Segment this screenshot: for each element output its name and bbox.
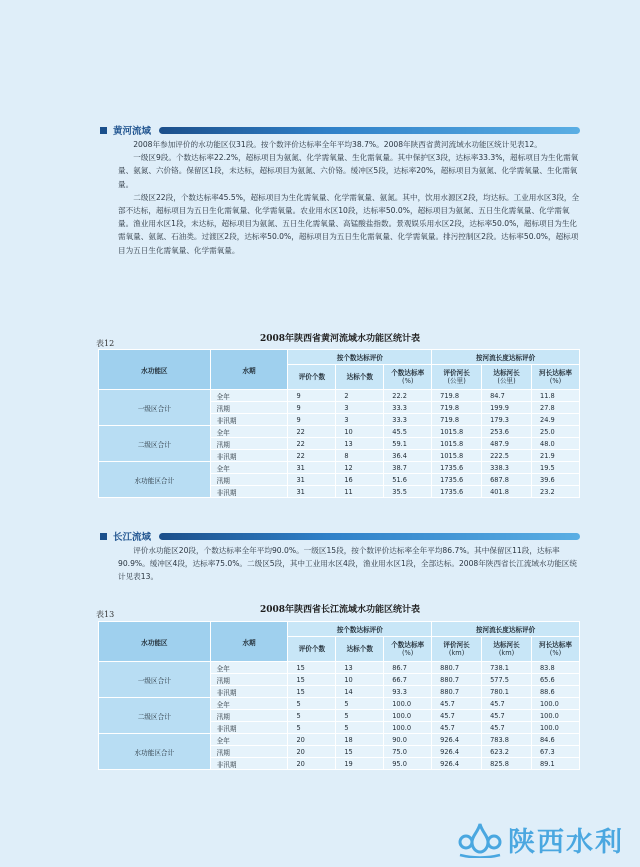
- water-drop-logo-icon: [458, 822, 502, 858]
- section-bullet: [100, 127, 107, 134]
- table-cell: 汛期: [210, 402, 288, 414]
- table-cell: 1735.6: [432, 486, 482, 498]
- table-cell: 719.8: [432, 390, 482, 402]
- col-length-rate: 河长达标率 (%): [532, 365, 580, 390]
- group-name-cell: 一级区合计: [99, 390, 211, 426]
- table-cell: 780.1: [482, 686, 532, 698]
- table-cell: 1015.8: [432, 426, 482, 438]
- table-cell: 95.0: [384, 758, 432, 770]
- table-cell: 51.6: [384, 474, 432, 486]
- group-name-cell: 二级区合计: [99, 698, 211, 734]
- table-cell: 1735.6: [432, 474, 482, 486]
- table-cell: 84.6: [531, 734, 579, 746]
- table-cell: 179.3: [482, 414, 532, 426]
- table-cell: 10: [336, 426, 384, 438]
- table-cell: 非汛期: [210, 686, 288, 698]
- table-cell: 33.3: [384, 414, 432, 426]
- table-cell: 338.3: [482, 462, 532, 474]
- table-cell: 1015.8: [432, 438, 482, 450]
- col-total: 评价个数: [288, 637, 336, 662]
- table-row: [99, 662, 580, 674]
- table-cell: 90.0: [384, 734, 432, 746]
- col-pass-length: 达标河长 (公里): [482, 365, 532, 390]
- col-pass-length: 达标河长 (km): [482, 637, 532, 662]
- table-cell: 全年: [210, 390, 288, 402]
- table-cell: 33.3: [384, 402, 432, 414]
- table-cell: 45.7: [432, 722, 482, 734]
- table-cell: 8: [336, 450, 384, 462]
- table-cell: 15: [288, 686, 336, 698]
- table-cell: 20: [288, 746, 336, 758]
- col-pass: 达标个数: [336, 637, 384, 662]
- table-row: [99, 734, 580, 746]
- table-cell: 汛期: [210, 710, 288, 722]
- group-length: 按河流长度达标评价: [432, 350, 580, 365]
- table-cell: 88.6: [531, 686, 579, 698]
- table-cell: 5: [336, 710, 384, 722]
- table-cell: 5: [336, 698, 384, 710]
- table-cell: 100.0: [384, 710, 432, 722]
- table-cell: 9: [288, 414, 336, 426]
- table-cell: 577.5: [482, 674, 532, 686]
- table-cell: 22: [288, 438, 336, 450]
- table-cell: 19.5: [532, 462, 580, 474]
- table-cell: 2: [336, 390, 384, 402]
- table-cell: 89.1: [531, 758, 579, 770]
- group-length: 按河流长度达标评价: [432, 622, 580, 637]
- table-13-body: [99, 662, 580, 770]
- section-header-huanghe: [100, 122, 580, 138]
- table-cell: 719.8: [432, 414, 482, 426]
- table-cell: 12: [336, 462, 384, 474]
- table-cell: 93.3: [384, 686, 432, 698]
- group-count: 按个数达标评价: [288, 622, 432, 637]
- table-cell: 100.0: [384, 698, 432, 710]
- table-row: [99, 462, 580, 474]
- table-number: 表12: [96, 339, 115, 348]
- table-cell: 66.7: [384, 674, 432, 686]
- table-cell: 15: [288, 674, 336, 686]
- table-row: [99, 698, 580, 710]
- col-zone: 水功能区: [99, 350, 211, 390]
- table-cell: 非汛期: [210, 450, 288, 462]
- footer-logo-text: 陕西水利: [508, 827, 624, 858]
- col-period: 水期: [210, 622, 288, 662]
- table-cell: 16: [336, 474, 384, 486]
- table-cell: 487.9: [482, 438, 532, 450]
- table-cell: 880.7: [432, 662, 482, 674]
- table-cell: 非汛期: [210, 486, 288, 498]
- table-cell: 15: [336, 746, 384, 758]
- table-cell: 67.3: [531, 746, 579, 758]
- table-cell: 83.8: [531, 662, 579, 674]
- table-cell: 20: [288, 734, 336, 746]
- table-cell: 45.5: [384, 426, 432, 438]
- table-number: 表13: [96, 610, 115, 619]
- section-bullet: [100, 533, 107, 540]
- table-cell: 38.7: [384, 462, 432, 474]
- table-cell: 401.8: [482, 486, 532, 498]
- table-cell: 31: [288, 462, 336, 474]
- table-cell: 22: [288, 450, 336, 462]
- table-cell: 45.7: [482, 710, 532, 722]
- table-cell: 全年: [210, 426, 288, 438]
- section-title: 长江流域: [113, 532, 152, 543]
- paragraph: 2008年参加评价的水功能区仅31段。按个数评价达标率全年平均38.7%。2008年陕西省黄河流域水功能区统计见表12。: [133, 140, 542, 149]
- table-cell: 非汛期: [210, 414, 288, 426]
- table-cell: 全年: [210, 462, 288, 474]
- table-cell: 48.0: [532, 438, 580, 450]
- table-cell: 1735.6: [432, 462, 482, 474]
- section-bar: [159, 127, 580, 134]
- table-cell: 719.8: [432, 402, 482, 414]
- table-cell: 3: [336, 402, 384, 414]
- table-cell: 39.6: [532, 474, 580, 486]
- group-name-cell: 水功能区合计: [99, 734, 211, 770]
- table-cell: 全年: [210, 734, 288, 746]
- table-title: 2008年陕西省长江流域水功能区统计表: [259, 605, 421, 615]
- table-cell: 5: [288, 698, 336, 710]
- table-cell: 9: [288, 390, 336, 402]
- paragraph: 一级区9段。个数达标率22.2%，超标项目为氨氮、化学需氧量、生化需氧量。其中保护区3段，达标率33.3%，超标项目为生化需氧量、氨氮、六价铬。保留区1段，未达标，超标项目为氨氮、六价铬。缓冲区5段，达标率20%，超标项目为氨氮、化学需氧量、生化需氧量。: [118, 153, 579, 189]
- col-length-rate: 河长达标率 (%): [531, 637, 579, 662]
- table-cell: 汛期: [210, 438, 288, 450]
- col-pass: 达标个数: [336, 365, 384, 390]
- col-length: 评价河长 (公里): [432, 365, 482, 390]
- table-cell: 13: [336, 662, 384, 674]
- table-cell: 783.8: [482, 734, 532, 746]
- table-cell: 926.4: [432, 746, 482, 758]
- group-name-cell: 二级区合计: [99, 426, 211, 462]
- table-cell: 汛期: [210, 474, 288, 486]
- paragraph: 二级区22段，个数达标率45.5%，超标项目为生化需氧量、化学需氧量、氨氮。其中，饮用水源区2段，均达标。工业用水区3段，全部不达标，超标项目为五日生化需氧量、化学需氧量。农业用水区10段，达标率50.0%，超标项目为氨氮、五日生化需氧量、化学需氧量。渔业用水区1段，未达标，超标项目为氨氮、五日生化需氧量、高锰酸盐指数。景观娱乐用水区2段，达标率50.0%，超标项目为生化需氧量、氨氮、石油类。过渡区2段，达标率50.0%，超标项目为五日生化需氧量、化学需氧量。排污控制区2段。达标率50.0%，超标项目为五日生化需氧量、化学需氧量。: [118, 192, 580, 255]
- table-cell: 15: [288, 662, 336, 674]
- table-cell: 24.9: [532, 414, 580, 426]
- table-cell: 全年: [210, 698, 288, 710]
- changjiang-text: [118, 544, 580, 584]
- table-cell: 20: [288, 758, 336, 770]
- table-cell: 222.5: [482, 450, 532, 462]
- table-row: [99, 390, 580, 402]
- table-cell: 25.0: [532, 426, 580, 438]
- table-cell: 100.0: [384, 722, 432, 734]
- col-period: 水期: [210, 350, 288, 390]
- group-name-cell: 水功能区合计: [99, 462, 211, 498]
- col-length: 评价河长 (km): [432, 637, 482, 662]
- table-cell: 199.9: [482, 402, 532, 414]
- table-cell: 11: [336, 486, 384, 498]
- table-cell: 汛期: [210, 746, 288, 758]
- table-cell: 45.7: [432, 698, 482, 710]
- table-cell: 36.4: [384, 450, 432, 462]
- section-title: 黄河流域: [113, 126, 152, 137]
- section-bar: [159, 533, 580, 540]
- table-cell: 9: [288, 402, 336, 414]
- table-row: [99, 426, 580, 438]
- huanghe-text: [118, 138, 580, 257]
- table-cell: 45.7: [432, 710, 482, 722]
- table-cell: 全年: [210, 662, 288, 674]
- paragraph: 评价水功能区20段，个数达标率全年平均90.0%。一级区15段，按个数评价达标率全年平均86.7%。其中保留区11段，达标率90.9%。缓冲区4段，达标率75.0%。二级区5段，其中工业用水区4段，渔业用水区1段，全部达标。2008年陕西省长江流域水功能区统计见表13。: [118, 546, 577, 582]
- table-cell: 13: [336, 438, 384, 450]
- footer-logo: [458, 820, 624, 859]
- table-cell: 非汛期: [210, 758, 288, 770]
- table-cell: 45.7: [482, 698, 532, 710]
- col-zone: 水功能区: [99, 622, 211, 662]
- table-cell: 738.1: [482, 662, 532, 674]
- table-cell: 35.5: [384, 486, 432, 498]
- table-cell: 5: [336, 722, 384, 734]
- table-12-body: [99, 390, 580, 498]
- section-header-changjiang: [100, 528, 580, 544]
- table-cell: 65.6: [531, 674, 579, 686]
- table-cell: 84.7: [482, 390, 532, 402]
- table-cell: 3: [336, 414, 384, 426]
- table-cell: 825.8: [482, 758, 532, 770]
- table-cell: 926.4: [432, 734, 482, 746]
- table-cell: 100.0: [531, 710, 579, 722]
- table-cell: 14: [336, 686, 384, 698]
- table-cell: 926.4: [432, 758, 482, 770]
- table-cell: 623.2: [482, 746, 532, 758]
- table-cell: 21.9: [532, 450, 580, 462]
- table-cell: 880.7: [432, 686, 482, 698]
- table-cell: 1015.8: [432, 450, 482, 462]
- table-cell: 22: [288, 426, 336, 438]
- table-cell: 11.8: [532, 390, 580, 402]
- table-cell: 75.0: [384, 746, 432, 758]
- table-cell: 23.2: [532, 486, 580, 498]
- group-count: 按个数达标评价: [288, 350, 432, 365]
- table-12: [98, 349, 580, 498]
- table-cell: 22.2: [384, 390, 432, 402]
- col-rate: 个数达标率 (%): [384, 637, 432, 662]
- group-name-cell: 一级区合计: [99, 662, 211, 698]
- table-13: [98, 621, 580, 770]
- table-cell: 100.0: [531, 698, 579, 710]
- col-rate: 个数达标率 (%): [384, 365, 432, 390]
- table-cell: 86.7: [384, 662, 432, 674]
- col-total: 评价个数: [288, 365, 336, 390]
- table-cell: 45.7: [482, 722, 532, 734]
- table-cell: 253.6: [482, 426, 532, 438]
- table-cell: 31: [288, 486, 336, 498]
- table-cell: 5: [288, 722, 336, 734]
- table-cell: 31: [288, 474, 336, 486]
- table-cell: 100.0: [531, 722, 579, 734]
- table-cell: 19: [336, 758, 384, 770]
- table-cell: 687.8: [482, 474, 532, 486]
- table-cell: 10: [336, 674, 384, 686]
- table-cell: 880.7: [432, 674, 482, 686]
- table-title: 2008年陕西省黄河流域水功能区统计表: [259, 334, 421, 344]
- table-cell: 59.1: [384, 438, 432, 450]
- table-cell: 27.8: [532, 402, 580, 414]
- table-cell: 非汛期: [210, 722, 288, 734]
- table-cell: 5: [288, 710, 336, 722]
- table-cell: 18: [336, 734, 384, 746]
- table-cell: 汛期: [210, 674, 288, 686]
